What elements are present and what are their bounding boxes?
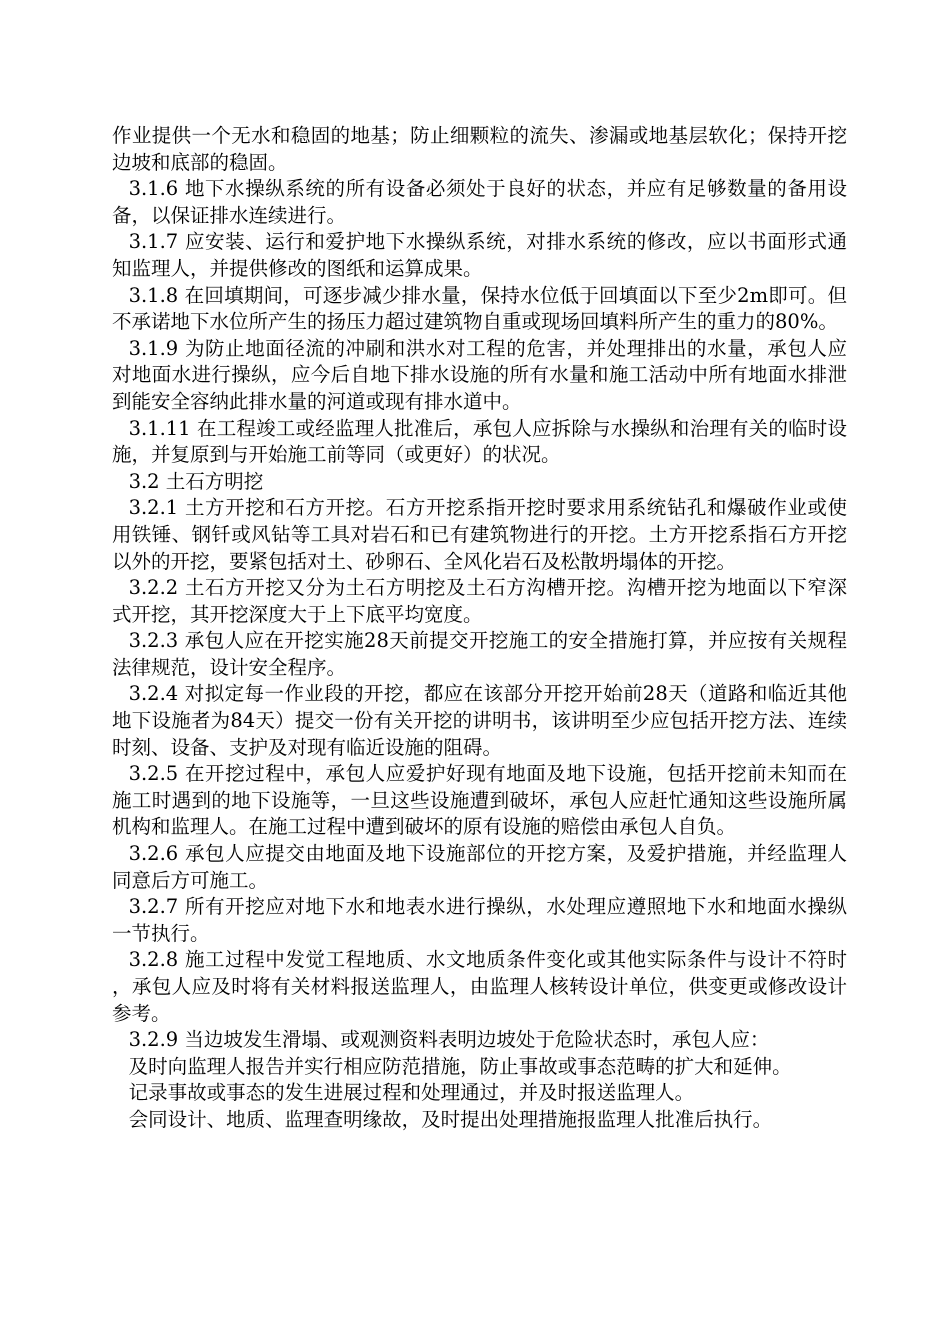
paragraph-3-2-1: 3.2.1 土方开挖和石方开挖。石方开挖系指开挖时要求用系统钻孔和爆破作业或使用铁锤、钢钎或风钻等工具对岩石和已有建筑物进行的开挖。土方开挖系指石方开挖以外的开挖，要紧包括对土、砂卵石、全风化岩石及松散坍塌体的开挖。 bbox=[112, 496, 847, 573]
paragraph-3-2-9: 3.2.9 当边坡发生滑塌、或观测资料表明边坡处于危险状态时，承包人应： bbox=[128, 1028, 770, 1052]
paragraph-3-2-4: 3.2.4 对拟定每一作业段的开挖，都应在该部分开挖开始前28天（道路和临近其他地下设施者为84天）提交一份有关开挖的讲明书，该讲明至少应包括开挖方法、连续时刻、设备、支护及对现有临近设施的阻碍。 bbox=[112, 682, 847, 759]
paragraph-3-2-3: 3.2.3 承包人应在开挖实施28天前提交开挖施工的安全措施打算，并应按有关规程法律规范，设计安全程序。 bbox=[112, 629, 847, 679]
paragraph-3-1-6: 3.1.6 地下水操纵系统的所有设备必须处于良好的状态，并应有足够数量的备用设备，以保证排水连续进行。 bbox=[112, 177, 847, 227]
paragraph-3-2-6: 3.2.6 承包人应提交由地面及地下设施部位的开挖方案，及爱护措施，并经监理人同意后方可施工。 bbox=[112, 842, 847, 892]
paragraph-3-2-2: 3.2.2 土石方开挖又分为土石方明挖及土石方沟槽开挖。沟槽开挖为地面以下窄深式开挖，其开挖深度大于上下底平均宽度。 bbox=[112, 576, 847, 626]
paragraph-3-2-5: 3.2.5 在开挖过程中，承包人应爱护好现有地面及地下设施，包括开挖前未知而在施工时遇到的地下设施等，一旦这些设施遭到破坏，承包人应赶忙通知这些设施所属机构和监理人。在施工过程中遭到破坏的原有设施的赔偿由承包人自负。 bbox=[112, 762, 847, 839]
paragraph-3-2-9-item-3: 会同设计、地质、监理查明缘故，及时提出处理措施报监理人批准后执行。 bbox=[128, 1107, 773, 1131]
paragraph-3-1-9: 3.1.9 为防止地面径流的冲刷和洪水对工程的危害，并处理排出的水量，承包人应对地面水进行操纵，应今后自地下排水设施的所有水量和施工活动中所有地面水排泄到能安全容纳此排水量的河道或现有排水道中。 bbox=[112, 336, 847, 413]
section-heading-3-2: 3.2 土石方明挖 bbox=[128, 469, 264, 493]
paragraph-3-1-11: 3.1.11 在工程竣工或经监理人批准后，承包人应拆除与水操纵和治理有关的临时设施，并复原到与开始施工前等同（或更好）的状况。 bbox=[112, 416, 847, 467]
paragraph-3-2-7: 3.2.7 所有开挖应对地下水和地表水进行操纵，水处理应遵照地下水和地面水操纵一节执行。 bbox=[112, 895, 847, 945]
paragraph-3-2-9-item-1: 及时向监理人报告并实行相应防范措施，防止事故或事态范畴的扩大和延伸。 bbox=[128, 1054, 792, 1078]
paragraph-3-1-7: 3.1.7 应安装、运行和爱护地下水操纵系统，对排水系统的修改，应以书面形式通知监理人，并提供修改的图纸和运算成果。 bbox=[112, 230, 847, 280]
paragraph-3-2-8: 3.2.8 施工过程中发觉工程地质、水文地质条件变化或其他实际条件与设计不符时，承包人应及时将有关材料报送监理人，由监理人核转设计单位，供变更或修改设计参考。 bbox=[112, 948, 847, 1025]
paragraph-3-2-9-item-2: 记录事故或事态的发生进展过程和处理通过，并及时报送监理人。 bbox=[128, 1081, 695, 1105]
paragraph-3-1-8: 3.1.8 在回填期间，可逐步减少排水量，保持水位低于回填面以下至少2m即可。但不承诺地下水位所产生的扬压力超过建筑物自重或现场回填料所产生的重力的80%。 bbox=[112, 283, 847, 334]
document-page bbox=[112, 123, 847, 1134]
paragraph-continuation: 作业提供一个无水和稳固的地基；防止细颗粒的流失、渗漏或地基层软化；保持开挖边坡和底部的稳固。 bbox=[112, 124, 847, 174]
